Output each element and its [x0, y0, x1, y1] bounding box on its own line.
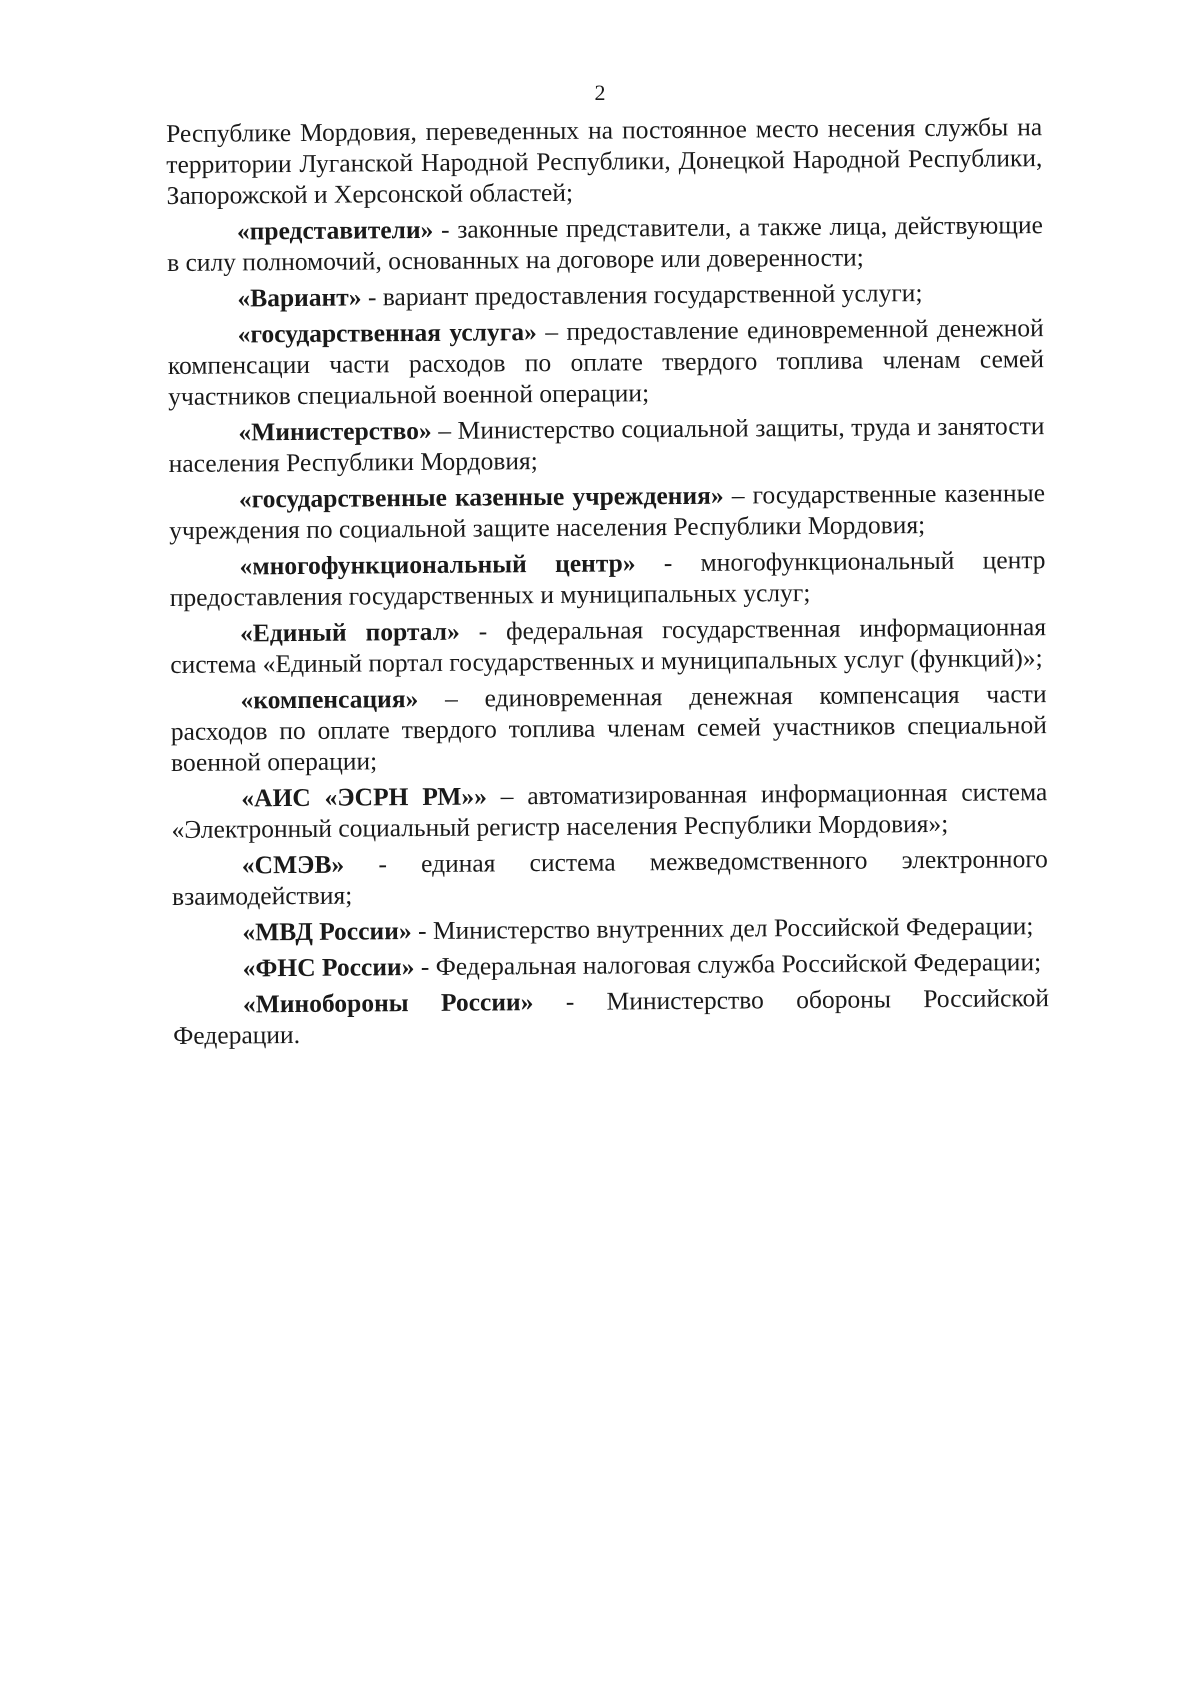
definition-paragraph	[173, 982, 1049, 1051]
definition-term: «представители»	[236, 214, 434, 246]
definitions-text	[166, 111, 1049, 1056]
definition-text: – предоставление единовременной денежной компенсации части расходов по оплате твердого топлива членам семей участников специальной военной операции;	[167, 313, 1045, 411]
definition-term: «Минобороны России»	[242, 987, 534, 1019]
definition-text: - законные представители, а также лица, действующие в силу полномочий, основанных на договоре или доверенности;	[167, 210, 1043, 277]
definition-paragraph	[167, 276, 1043, 314]
definition-paragraph	[172, 843, 1048, 912]
definition-text: - федеральная государственная информационная система «Единый портал государственных и муниципальных услуг (функций)»;	[170, 612, 1047, 679]
definition-term: «Вариант»	[237, 282, 362, 313]
definition-paragraph	[170, 611, 1046, 680]
definition-paragraph	[170, 678, 1047, 778]
definition-term: «многофункциональный центр»	[239, 548, 636, 581]
definition-paragraph	[169, 477, 1045, 546]
definition-paragraph	[171, 776, 1047, 845]
definition-paragraph	[168, 312, 1045, 412]
definition-text: - Министерство внутренних дел Российской Федерации;	[411, 911, 1034, 946]
definition-paragraph	[167, 209, 1043, 278]
definition-term: «Министерство»	[238, 415, 432, 447]
definition-text: – автоматизированная информационная система «Электронный социальный регистр населения Республики Мордовия»;	[171, 777, 1048, 844]
definition-term: «ФНС России»	[242, 952, 415, 983]
page-number: 2	[594, 80, 606, 105]
definition-paragraph	[168, 410, 1044, 479]
definition-term: «государственная услуга»	[237, 317, 537, 349]
definition-term: «Единый портал»	[239, 616, 460, 648]
definition-text: – Министерство социальной защиты, труда и занятости населения Республики Мордовия;	[168, 411, 1045, 478]
definition-text: - вариант предоставления государственной услуги;	[361, 278, 923, 312]
definition-term: «компенсация»	[240, 684, 419, 715]
definition-term: «АИС «ЭСРН РМ»»	[241, 781, 488, 813]
definition-text: - Федеральная налоговая служба Российской Федерации;	[414, 947, 1042, 982]
definition-paragraph	[169, 544, 1045, 613]
definition-paragraph	[173, 946, 1049, 984]
definition-term: «государственные казенные учреждения»	[238, 480, 724, 514]
definition-text: - Министерство обороны Российской Федерации.	[173, 983, 1050, 1050]
definition-paragraph	[172, 910, 1048, 948]
definition-term: «МВД России»	[242, 916, 412, 947]
definition-term: «СМЭВ»	[241, 849, 345, 880]
paragraph-continuation	[166, 111, 1043, 211]
paragraph-text: Республике Мордовия, переведенных на постоянное место несения службы на территории Луганской Народной Республики, Донецкой Народной Республики, Запорожской и Херсонской областей;	[166, 112, 1043, 210]
definition-text: – единовременная денежная компенсация части расходов по оплате твердого топлива членам семей участников специальной военной операции;	[170, 679, 1047, 777]
definition-text: – государственные казенные учреждения по социальной защите населения Республики Мордовия;	[169, 478, 1046, 545]
definition-text: - многофункциональный центр предоставления государственных и муниципальных услуг;	[169, 545, 1046, 612]
definition-text: - единая система межведомственного электронного взаимодействия;	[172, 844, 1048, 911]
